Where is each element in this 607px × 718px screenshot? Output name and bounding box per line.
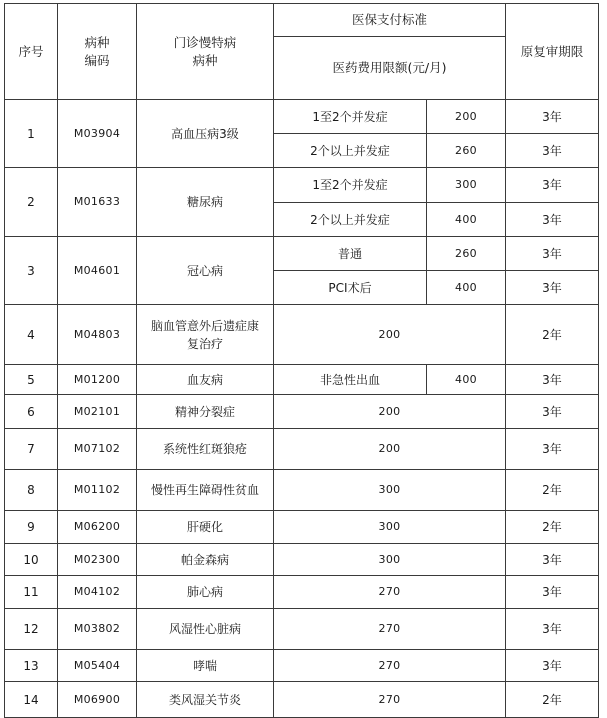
cell-amount: 400	[427, 271, 506, 305]
cell-condition: 非急性出血	[274, 365, 427, 395]
cell-amount: 300	[274, 511, 506, 544]
cell-disease-name-line1: 脑血管意外后遗症康	[150, 318, 259, 333]
cell-seq: 12	[5, 609, 58, 650]
cell-amount: 400	[427, 365, 506, 395]
cell-disease-name	[137, 305, 274, 365]
cell-disease-name: 高血压病3级	[137, 100, 274, 168]
cell-review-term: 2年	[506, 470, 599, 511]
cell-disease-name: 风湿性心脏病	[137, 609, 274, 650]
header-disease-name	[137, 4, 274, 100]
cell-amount: 270	[274, 609, 506, 650]
cell-disease-name: 帕金森病	[137, 544, 274, 576]
cell-review-term: 3年	[506, 100, 599, 134]
cell-amount: 300	[274, 470, 506, 511]
cell-review-term: 3年	[506, 168, 599, 203]
cell-seq: 13	[5, 650, 58, 682]
cell-seq: 6	[5, 395, 58, 429]
cell-code: M06900	[58, 682, 137, 718]
cell-code: M07102	[58, 429, 137, 470]
cell-review-term: 3年	[506, 237, 599, 271]
cell-review-term: 3年	[506, 395, 599, 429]
cell-review-term: 3年	[506, 609, 599, 650]
cell-disease-name: 糖尿病	[137, 168, 274, 237]
header-name-line1: 门诊慢特病	[173, 34, 237, 50]
cell-review-term: 3年	[506, 429, 599, 470]
table-row	[5, 237, 599, 271]
cell-condition: 1至2个并发症	[274, 168, 427, 203]
table-row	[5, 576, 599, 609]
table-row	[5, 609, 599, 650]
table-row	[5, 682, 599, 718]
cell-code: M01633	[58, 168, 137, 237]
cell-disease-name: 血友病	[137, 365, 274, 395]
cell-seq: 11	[5, 576, 58, 609]
table-row	[5, 470, 599, 511]
cell-seq: 5	[5, 365, 58, 395]
cell-code: M04803	[58, 305, 137, 365]
cell-review-term: 3年	[506, 365, 599, 395]
header-code	[58, 4, 137, 100]
cell-seq: 14	[5, 682, 58, 718]
cell-disease-name: 哮喘	[137, 650, 274, 682]
cell-disease-name: 类风湿关节炎	[137, 682, 274, 718]
cell-amount: 260	[427, 134, 506, 168]
table-row	[5, 395, 599, 429]
cell-condition: 普通	[274, 237, 427, 271]
header-seq: 序号	[5, 4, 58, 100]
cell-seq: 2	[5, 168, 58, 237]
cell-review-term: 2年	[506, 305, 599, 365]
cell-amount: 400	[427, 203, 506, 237]
cell-condition: 2个以上并发症	[274, 134, 427, 168]
cell-amount: 270	[274, 682, 506, 718]
cell-disease-name: 精神分裂症	[137, 395, 274, 429]
cell-code: M03904	[58, 100, 137, 168]
cell-condition: 2个以上并发症	[274, 203, 427, 237]
cell-disease-name: 慢性再生障碍性贫血	[137, 470, 274, 511]
cell-review-term: 3年	[506, 650, 599, 682]
cell-amount: 300	[274, 544, 506, 576]
cell-seq: 8	[5, 470, 58, 511]
header-review-term: 原复审期限	[506, 4, 599, 100]
header-name-line2: 病种	[192, 52, 218, 68]
header-code-line1: 病种	[84, 34, 110, 50]
cell-review-term: 2年	[506, 511, 599, 544]
cell-disease-name: 冠心病	[137, 237, 274, 305]
table-row	[5, 168, 599, 203]
cell-amount: 200	[427, 100, 506, 134]
cell-code: M01200	[58, 365, 137, 395]
table-row	[5, 511, 599, 544]
cell-disease-name: 系统性红斑狼疮	[137, 429, 274, 470]
cell-disease-name: 肺心病	[137, 576, 274, 609]
cell-amount: 270	[274, 576, 506, 609]
cell-review-term: 3年	[506, 576, 599, 609]
cell-code: M05404	[58, 650, 137, 682]
chronic-disease-payment-table	[4, 3, 599, 718]
cell-amount: 200	[274, 395, 506, 429]
table-row	[5, 544, 599, 576]
cell-code: M03802	[58, 609, 137, 650]
cell-amount: 270	[274, 650, 506, 682]
cell-amount: 300	[427, 168, 506, 203]
table-row	[5, 429, 599, 470]
cell-amount: 200	[274, 429, 506, 470]
cell-amount: 260	[427, 237, 506, 271]
cell-code: M01102	[58, 470, 137, 511]
cell-seq: 1	[5, 100, 58, 168]
cell-condition: PCI术后	[274, 271, 427, 305]
cell-code: M06200	[58, 511, 137, 544]
cell-amount: 200	[274, 305, 506, 365]
cell-code: M04102	[58, 576, 137, 609]
cell-seq: 7	[5, 429, 58, 470]
table-row	[5, 100, 599, 134]
cell-seq: 4	[5, 305, 58, 365]
table-row	[5, 650, 599, 682]
cell-condition: 1至2个并发症	[274, 100, 427, 134]
cell-review-term: 3年	[506, 134, 599, 168]
cell-code: M04601	[58, 237, 137, 305]
header-payment-standard: 医保支付标准	[274, 4, 506, 37]
cell-review-term: 3年	[506, 203, 599, 237]
table-row	[5, 305, 599, 365]
header-limit: 医药费用限额(元/月)	[274, 37, 506, 100]
cell-seq: 9	[5, 511, 58, 544]
cell-review-term: 3年	[506, 271, 599, 305]
cell-review-term: 3年	[506, 544, 599, 576]
cell-review-term: 2年	[506, 682, 599, 718]
cell-code: M02300	[58, 544, 137, 576]
table-row	[5, 365, 599, 395]
cell-seq: 3	[5, 237, 58, 305]
header-code-line2: 编码	[84, 52, 110, 68]
cell-disease-name: 肝硬化	[137, 511, 274, 544]
cell-code: M02101	[58, 395, 137, 429]
cell-disease-name-line2: 复治疗	[186, 336, 223, 351]
cell-seq: 10	[5, 544, 58, 576]
